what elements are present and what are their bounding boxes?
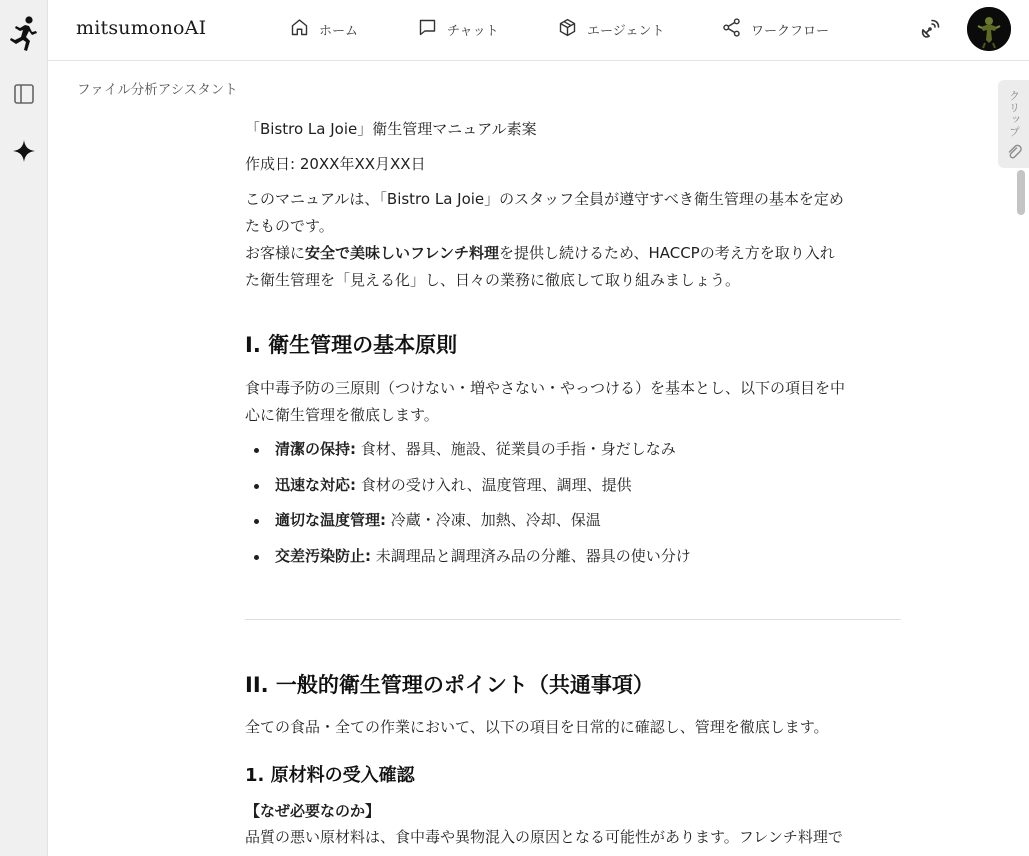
intro-2-c: を提供し続けるため、HACCPの考え方を取り入れ bbox=[499, 244, 835, 262]
doc-title: 「Bistro La Joie」衛生管理マニュアル素案 bbox=[245, 120, 537, 138]
nav-agent-label: エージェント bbox=[587, 23, 665, 39]
runner-logo-icon[interactable] bbox=[8, 14, 40, 54]
intro-2-line-1 bbox=[245, 240, 905, 267]
list-item bbox=[245, 472, 905, 508]
section-2-text: 全ての食品・全ての作業において、以下の項目を日常的に確認し、管理を徹底します。 bbox=[245, 718, 829, 736]
paperclip-icon bbox=[1006, 144, 1022, 160]
section-divider bbox=[245, 619, 901, 620]
section-1-bullet-list bbox=[245, 436, 905, 578]
section-1-text bbox=[245, 375, 905, 429]
nav-agent[interactable] bbox=[557, 16, 664, 42]
bullet-desc: 未調理品と調理済み品の分離、器具の使い分け bbox=[371, 546, 691, 565]
page-subtitle: ファイル分析アシスタント bbox=[77, 82, 238, 98]
clip-tab[interactable] bbox=[998, 80, 1029, 168]
intro-2-emphasis: 安全で美味しいフレンチ料理 bbox=[305, 244, 500, 262]
brand-name[interactable]: mitsumonoAI bbox=[76, 17, 207, 39]
sidebar-toggle-icon[interactable] bbox=[12, 82, 36, 106]
nav-home-label: ホーム bbox=[319, 23, 359, 39]
why-label: 【なぜ必要なのか】 bbox=[245, 802, 381, 820]
chat-icon bbox=[417, 17, 438, 42]
bullet-desc: 食材、器具、施設、従業員の手指・身だしなみ bbox=[356, 440, 676, 458]
section-1-text-line-2: 心に衛生管理を徹底します。 bbox=[245, 406, 439, 424]
intro-2-line-2: た衛生管理を「見える化」し、日々の業務に徹底して取り組みましょう。 bbox=[245, 271, 741, 289]
intro-2-a: お客様に bbox=[245, 244, 306, 262]
user-avatar[interactable] bbox=[967, 7, 1011, 51]
bullet-term: 迅速な対応: bbox=[275, 475, 356, 494]
why-text: 品質の悪い原材料は、食中毒や異物混入の原因となる可能性があります。フレンチ料理で bbox=[245, 828, 843, 846]
nav-workflow[interactable] bbox=[721, 16, 829, 42]
doc-date: 作成日: 20XX年XX月XX日 bbox=[245, 155, 426, 173]
bullet-term: 清潔の保持: bbox=[275, 440, 356, 458]
section-1-heading: I. 衛生管理の基本原則 bbox=[245, 333, 458, 357]
cube-icon bbox=[557, 17, 578, 42]
sparkle-icon[interactable] bbox=[11, 138, 37, 164]
intro-1-line-1: このマニュアルは、「Bistro La Joie」のスタッフ全員が遵守すべき衛生管理の基本を定め bbox=[245, 190, 844, 208]
nav-chat[interactable] bbox=[417, 16, 499, 42]
clip-tab-label: クリップ bbox=[1007, 90, 1021, 138]
intro-1-line-2: たものです。 bbox=[245, 217, 334, 235]
bullet-desc: 食材の受け入れ、温度管理、調理、提供 bbox=[356, 475, 632, 494]
doc-intro-1 bbox=[245, 186, 905, 240]
bullet-term: 適切な温度管理: bbox=[275, 511, 386, 529]
subsection-1-heading: 1. 原材料の受入確認 bbox=[245, 765, 415, 786]
top-header bbox=[48, 0, 1029, 61]
home-icon bbox=[289, 17, 310, 42]
list-item bbox=[245, 507, 905, 543]
list-item bbox=[245, 436, 905, 472]
bullet-desc: 冷蔵・冷凍、加熱、冷却、保温 bbox=[386, 511, 601, 529]
left-rail bbox=[0, 0, 48, 856]
share-icon bbox=[721, 17, 742, 42]
section-2-heading: II. 一般的衛生管理のポイント（共通事項） bbox=[245, 673, 654, 697]
list-item bbox=[245, 543, 905, 579]
doc-intro-2 bbox=[245, 240, 905, 294]
section-1-text-line-1: 食中毒予防の三原則（つけない・増やさない・やっつける）を基本とし、以下の項目を中 bbox=[245, 379, 846, 397]
nav-home[interactable] bbox=[289, 16, 358, 42]
nav-chat-label: チャット bbox=[447, 23, 499, 39]
nav-workflow-label: ワークフロー bbox=[751, 23, 830, 39]
satellite-sync-icon[interactable] bbox=[918, 17, 942, 41]
scrollbar-thumb[interactable] bbox=[1017, 170, 1025, 215]
bullet-term: 交差汚染防止: bbox=[275, 546, 371, 565]
